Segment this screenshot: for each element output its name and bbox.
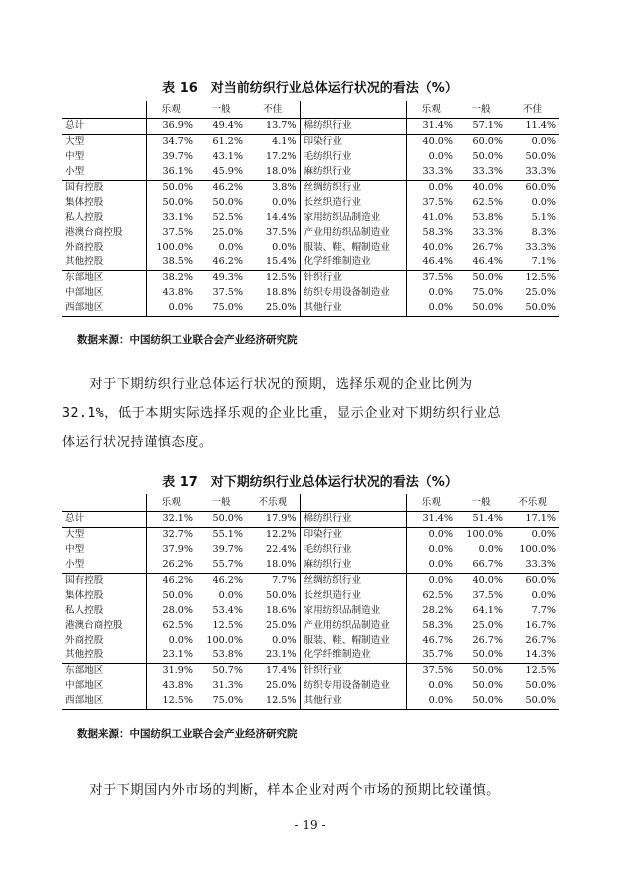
value-cell: 46.4% <box>472 256 503 268</box>
value-cell: 0.0% <box>406 558 456 573</box>
value-cell: 33.3% <box>525 241 556 253</box>
value-cell: 45.9% <box>212 166 243 178</box>
value-cell: 31.3% <box>212 680 243 692</box>
value-cell: 31.4% <box>406 119 456 135</box>
value-cell: 50.0% <box>266 589 297 601</box>
value-cell: 50.0% <box>472 649 503 661</box>
value-cell: 7.1% <box>531 256 556 268</box>
row-label-cell: 中型 <box>65 151 85 163</box>
value-cell: 64.1% <box>472 604 503 616</box>
value-cell: 26.2% <box>146 558 196 573</box>
row-label-cell: 丝绸纺织行业 <box>300 573 406 588</box>
row-label-cell: 中型 <box>65 544 85 556</box>
row-label-cell: 其他控股 <box>65 256 104 268</box>
value-cell: 32.7% <box>146 527 196 542</box>
value-cell: 40.0% <box>406 134 456 149</box>
column-header <box>62 101 146 119</box>
value-cell: 18.8% <box>266 287 297 299</box>
value-cell: 49.3% <box>196 270 246 285</box>
value-cell: 25.0% <box>525 287 556 299</box>
value-cell: 33.3% <box>525 559 556 571</box>
value-cell: 12.5% <box>246 694 300 709</box>
value-cell: 25.0% <box>246 301 300 316</box>
table-row <box>62 301 559 316</box>
value-cell: 0.0% <box>406 573 456 588</box>
value-cell: 50.0% <box>456 663 506 678</box>
table17-caption: 表 17 对下期纺织行业总体运行状况的看法（%） <box>162 475 458 490</box>
value-cell: 0.0% <box>146 301 196 316</box>
value-cell: 60.0% <box>506 180 559 195</box>
column-header: 乐观 <box>146 494 196 512</box>
paragraph-1-line-1: 对于下期纺织行业总体运行状况的预期，选择乐观的企业比例为 <box>62 377 473 392</box>
value-cell: 0.0% <box>406 543 456 558</box>
value-cell: 75.0% <box>196 694 246 709</box>
row-label-cell: 国有控股 <box>62 573 146 588</box>
value-cell: 50.0% <box>456 270 506 285</box>
value-cell: 36.9% <box>146 119 196 135</box>
value-cell: 28.0% <box>146 603 196 618</box>
row-label-cell: 大型 <box>62 134 146 149</box>
row-label-cell: 纺织专用设备制造业 <box>300 286 406 301</box>
value-cell: 26.7% <box>472 241 503 253</box>
value-cell: 31.4% <box>406 512 456 528</box>
value-cell: 50.0% <box>472 680 503 692</box>
value-cell: 53.8% <box>212 649 243 661</box>
value-cell: 55.7% <box>212 559 243 571</box>
column-header: 不乐观 <box>506 494 559 512</box>
value-cell: 28.2% <box>406 603 456 618</box>
value-cell: 50.0% <box>456 301 506 316</box>
value-cell: 100.0% <box>146 240 196 255</box>
value-cell: 38.2% <box>146 270 196 285</box>
table16-caption: 表 16 对当前纺织行业总体运行状况的看法（%） <box>162 81 458 96</box>
row-label-cell: 化学纤维制造业 <box>300 255 406 270</box>
value-cell: 0.0% <box>406 180 456 195</box>
value-cell: 43.8% <box>146 286 196 301</box>
row-label-cell: 棉纺织行业 <box>300 119 406 135</box>
value-cell: 33.3% <box>472 166 503 178</box>
value-cell: 37.5% <box>472 589 503 601</box>
table-row <box>62 286 559 301</box>
value-cell: 17.2% <box>266 151 297 163</box>
value-cell: 0.0% <box>218 589 243 601</box>
value-cell: 37.5% <box>212 287 243 299</box>
value-cell: 0.0% <box>406 679 456 694</box>
value-cell: 50.0% <box>146 180 196 195</box>
value-cell: 50.0% <box>506 694 559 709</box>
column-header: 一般 <box>456 101 506 119</box>
value-cell: 46.2% <box>196 180 246 195</box>
value-cell: 12.5% <box>212 619 243 631</box>
column-header <box>300 494 406 512</box>
column-header: 不佳 <box>506 101 559 119</box>
row-label-cell: 西部地区 <box>62 301 146 316</box>
value-cell: 17.1% <box>525 513 556 525</box>
column-header: 一般 <box>196 101 246 119</box>
row-label-cell: 印染行业 <box>300 134 406 149</box>
value-cell: 58.3% <box>406 618 456 633</box>
value-cell: 15.4% <box>266 256 297 268</box>
row-label-cell: 国有控股 <box>62 180 146 195</box>
table-row <box>62 618 559 633</box>
value-cell: 39.7% <box>146 150 196 165</box>
table-row <box>62 134 559 149</box>
value-cell: 46.2% <box>146 573 196 588</box>
value-cell: 17.4% <box>246 663 300 678</box>
value-cell: 3.8% <box>246 180 300 195</box>
value-cell: 50.0% <box>146 195 196 210</box>
table-row <box>62 558 559 573</box>
column-header: 乐观 <box>406 101 456 119</box>
value-cell: 0.0% <box>531 589 556 601</box>
value-cell: 12.5% <box>146 694 196 709</box>
value-cell: 0.0% <box>406 286 456 301</box>
table17-source: 数据来源：中国纺织工业联合会产业经济研究院 <box>77 728 298 740</box>
value-cell: 50.0% <box>456 694 506 709</box>
table-header-row <box>62 494 559 512</box>
value-cell: 53.4% <box>212 604 243 616</box>
value-cell: 100.0% <box>206 634 243 646</box>
value-cell: 62.5% <box>146 618 196 633</box>
table-row <box>62 180 559 195</box>
value-cell: 5.1% <box>531 211 556 223</box>
value-cell: 12.5% <box>506 270 559 285</box>
value-cell: 60.0% <box>456 134 506 149</box>
value-cell: 17.9% <box>266 513 297 525</box>
row-label-cell: 私人控股 <box>65 604 104 616</box>
table-row <box>62 633 559 648</box>
row-label-cell: 中部地区 <box>65 680 104 692</box>
value-cell: 0.0% <box>146 633 196 648</box>
value-cell: 37.5% <box>266 226 297 238</box>
value-cell: 25.0% <box>266 680 297 692</box>
value-cell: 75.0% <box>472 287 503 299</box>
row-label-cell: 港澳台商控股 <box>65 619 123 631</box>
row-label-cell: 总计 <box>65 513 85 525</box>
value-cell: 46.2% <box>196 573 246 588</box>
value-cell: 50.0% <box>212 513 243 525</box>
value-cell: 37.5% <box>406 663 456 678</box>
value-cell: 13.7% <box>266 120 297 132</box>
column-header: 不乐观 <box>246 494 300 512</box>
value-cell: 14.3% <box>525 649 556 661</box>
table16 <box>62 101 559 317</box>
paragraph-1-line-2: 32.1%，低于本期实际选择乐观的企业比重，显示企业对下期纺织行业总 <box>62 406 502 421</box>
value-cell: 0.0% <box>406 150 456 165</box>
value-cell: 14.4% <box>266 211 297 223</box>
row-label-cell: 丝绸纺织行业 <box>300 180 406 195</box>
value-cell: 100.0% <box>456 527 506 542</box>
value-cell: 7.7% <box>531 604 556 616</box>
table-row <box>62 270 559 285</box>
value-cell: 53.8% <box>472 211 503 223</box>
value-cell: 60.0% <box>506 573 559 588</box>
value-cell: 37.5% <box>406 270 456 285</box>
table-row <box>62 165 559 180</box>
row-label-cell: 小型 <box>65 166 85 178</box>
row-label-cell: 麻纺织行业 <box>300 558 406 573</box>
value-cell: 75.0% <box>196 301 246 316</box>
row-label-cell: 集体控股 <box>65 589 104 601</box>
value-cell: 38.5% <box>146 255 196 270</box>
value-cell: 61.2% <box>196 134 246 149</box>
value-cell: 0.0% <box>218 241 243 253</box>
value-cell: 49.4% <box>212 120 243 132</box>
value-cell: 40.0% <box>406 240 456 255</box>
row-label-cell: 总计 <box>65 120 85 132</box>
value-cell: 50.0% <box>146 588 196 603</box>
value-cell: 36.1% <box>146 165 196 180</box>
table-row <box>62 255 559 270</box>
row-label-cell: 麻纺织行业 <box>300 165 406 180</box>
column-header <box>300 101 406 119</box>
table-row <box>62 119 559 135</box>
value-cell: 34.7% <box>146 134 196 149</box>
value-cell: 22.4% <box>266 544 297 556</box>
row-label-cell: 东部地区 <box>62 270 146 285</box>
value-cell: 57.1% <box>472 120 503 132</box>
row-label-cell: 家用纺织品制造业 <box>300 603 406 618</box>
row-label-cell: 港澳台商控股 <box>65 226 123 238</box>
row-label-cell: 棉纺织行业 <box>300 512 406 528</box>
value-cell: 43.8% <box>146 679 196 694</box>
row-label-cell: 西部地区 <box>62 694 146 709</box>
value-cell: 62.5% <box>406 588 456 603</box>
value-cell: 25.0% <box>212 226 243 238</box>
value-cell: 8.3% <box>531 226 556 238</box>
row-label-cell: 其他行业 <box>300 694 406 709</box>
row-label-cell: 中部地区 <box>65 287 104 299</box>
value-cell: 100.0% <box>519 544 556 556</box>
value-cell: 55.1% <box>196 527 246 542</box>
value-cell: 46.4% <box>406 255 456 270</box>
table16-source: 数据来源：中国纺织工业联合会产业经济研究院 <box>77 334 298 346</box>
value-cell: 50.0% <box>506 301 559 316</box>
table-row <box>62 543 559 558</box>
row-label-cell: 产业用纺织品制造业 <box>300 225 406 240</box>
page-number: - 19 - <box>294 818 326 832</box>
value-cell: 0.0% <box>506 527 559 542</box>
value-cell: 12.5% <box>506 663 559 678</box>
table-row <box>62 588 559 603</box>
value-cell: 4.1% <box>246 134 300 149</box>
column-header <box>62 494 146 512</box>
value-cell: 12.5% <box>246 270 300 285</box>
column-header: 一般 <box>456 494 506 512</box>
value-cell: 46.2% <box>212 256 243 268</box>
paragraph-2 <box>62 776 562 805</box>
value-cell: 0.0% <box>406 301 456 316</box>
value-cell: 66.7% <box>472 559 503 571</box>
row-label-cell: 长丝织造行业 <box>300 195 406 210</box>
value-cell: 18.0% <box>266 559 297 571</box>
value-cell: 41.0% <box>406 210 456 225</box>
table-header-row <box>62 101 559 119</box>
row-label-cell: 纺织专用设备制造业 <box>300 679 406 694</box>
value-cell: 50.0% <box>212 196 243 208</box>
value-cell: 46.7% <box>406 633 456 648</box>
value-cell: 32.1% <box>146 512 196 528</box>
value-cell: 25.0% <box>266 619 297 631</box>
value-cell: 35.7% <box>406 648 456 663</box>
value-cell: 50.0% <box>472 151 503 163</box>
value-cell: 43.1% <box>212 151 243 163</box>
value-cell: 37.9% <box>146 543 196 558</box>
value-cell: 50.7% <box>196 663 246 678</box>
table17 <box>62 494 559 710</box>
table-row <box>62 603 559 618</box>
table-row <box>62 527 559 542</box>
row-label-cell: 小型 <box>65 559 85 571</box>
value-cell: 23.1% <box>146 648 196 663</box>
table-row <box>62 694 559 709</box>
value-cell: 0.0% <box>272 634 297 646</box>
row-label-cell: 印染行业 <box>300 527 406 542</box>
table-row <box>62 150 559 165</box>
row-label-cell: 外商控股 <box>65 241 104 253</box>
row-label-cell: 集体控股 <box>65 196 104 208</box>
value-cell: 18.0% <box>266 166 297 178</box>
value-cell: 0.0% <box>478 544 503 556</box>
value-cell: 33.3% <box>406 165 456 180</box>
row-label-cell: 长丝织造行业 <box>300 588 406 603</box>
row-label-cell: 针织行业 <box>300 663 406 678</box>
row-label-cell: 家用纺织品制造业 <box>300 210 406 225</box>
value-cell: 26.7% <box>525 634 556 646</box>
value-cell: 39.7% <box>212 544 243 556</box>
value-cell: 50.0% <box>525 680 556 692</box>
row-label-cell: 大型 <box>62 527 146 542</box>
value-cell: 62.5% <box>472 196 503 208</box>
value-cell: 7.7% <box>246 573 300 588</box>
table-row <box>62 512 559 528</box>
value-cell: 26.7% <box>472 634 503 646</box>
value-cell: 51.4% <box>472 513 503 525</box>
value-cell: 0.0% <box>406 694 456 709</box>
value-cell: 50.0% <box>525 151 556 163</box>
row-label-cell: 其他控股 <box>65 649 104 661</box>
column-header: 乐观 <box>146 101 196 119</box>
table-row <box>62 225 559 240</box>
value-cell: 40.0% <box>456 573 506 588</box>
table-row <box>62 679 559 694</box>
value-cell: 0.0% <box>506 134 559 149</box>
row-label-cell: 针织行业 <box>300 270 406 285</box>
value-cell: 0.0% <box>531 196 556 208</box>
value-cell: 31.9% <box>146 663 196 678</box>
table-row <box>62 195 559 210</box>
table-row <box>62 648 559 663</box>
value-cell: 33.1% <box>146 210 196 225</box>
value-cell: 11.4% <box>525 120 556 132</box>
column-header: 不佳 <box>246 101 300 119</box>
row-label-cell: 毛纺织行业 <box>300 150 406 165</box>
row-label-cell: 私人控股 <box>65 211 104 223</box>
value-cell: 0.0% <box>272 196 297 208</box>
row-label-cell: 产业用纺织品制造业 <box>300 618 406 633</box>
row-label-cell: 服装、鞋、帽制造业 <box>300 240 406 255</box>
value-cell: 37.5% <box>406 195 456 210</box>
row-label-cell: 毛纺织行业 <box>300 543 406 558</box>
value-cell: 37.5% <box>146 225 196 240</box>
row-label-cell: 服装、鞋、帽制造业 <box>300 633 406 648</box>
table-row <box>62 663 559 678</box>
value-cell: 52.5% <box>212 211 243 223</box>
row-label-cell: 外商控股 <box>65 634 104 646</box>
value-cell: 23.1% <box>266 649 297 661</box>
paragraph-1-line-3: 体运行状况持谨慎态度。 <box>62 435 213 450</box>
value-cell: 58.3% <box>406 225 456 240</box>
row-label-cell: 东部地区 <box>62 663 146 678</box>
paragraph-1 <box>62 370 562 457</box>
value-cell: 12.2% <box>246 527 300 542</box>
value-cell: 0.0% <box>272 241 297 253</box>
value-cell: 18.6% <box>266 604 297 616</box>
value-cell: 33.3% <box>472 226 503 238</box>
row-label-cell: 其他行业 <box>300 301 406 316</box>
column-header: 一般 <box>196 494 246 512</box>
value-cell: 25.0% <box>472 619 503 631</box>
value-cell: 0.0% <box>406 527 456 542</box>
value-cell: 33.3% <box>525 166 556 178</box>
column-header: 乐观 <box>406 494 456 512</box>
table-row <box>62 573 559 588</box>
table-row <box>62 240 559 255</box>
table-row <box>62 210 559 225</box>
value-cell: 16.7% <box>525 619 556 631</box>
value-cell: 40.0% <box>456 180 506 195</box>
paragraph-2-line-1: 对于下期国内外市场的判断，样本企业对两个市场的预期比较谨慎。 <box>62 783 500 798</box>
row-label-cell: 化学纤维制造业 <box>300 648 406 663</box>
